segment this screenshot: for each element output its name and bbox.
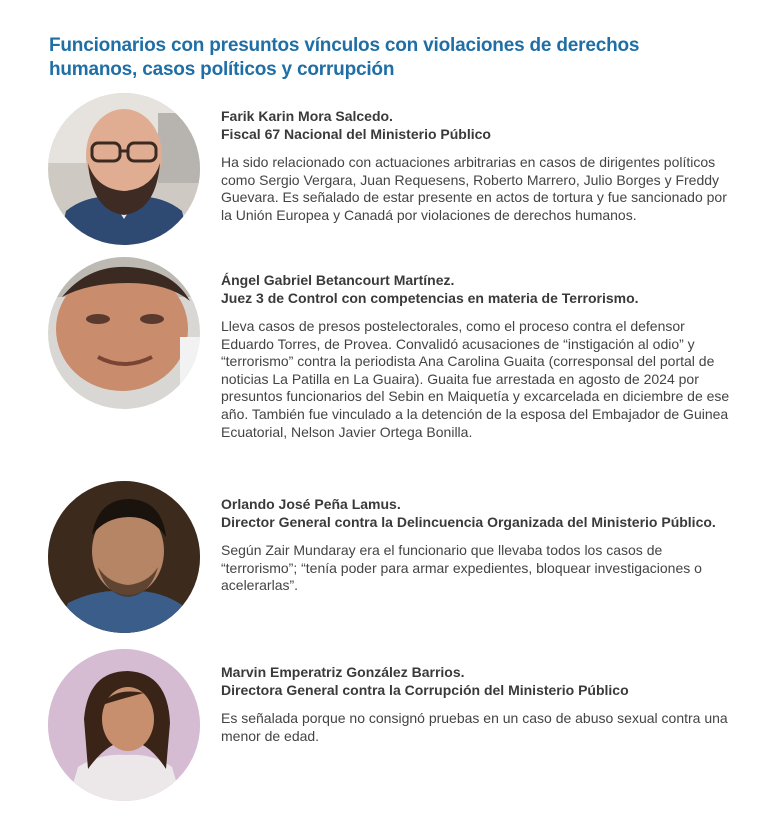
official-info: [221, 107, 731, 224]
official-info: [221, 663, 731, 745]
page-title: Funcionarios con presuntos vínculos con violaciones de derechos humanos, casos políticos y corrupción: [49, 35, 640, 80]
official-role: Directora General contra la Corrupción del Ministerio Público: [221, 682, 629, 698]
official-description: Según Zair Mundaray era el funcionario que llevaba todos los casos de “terrorismo”; “tenía poder para armar expedientes, bloquear investigaciones o acelerarlas”.: [221, 542, 702, 594]
official-description: Lleva casos de presos postelectorales, como el proceso contra el defensor Eduardo Torres, de Provea. Convalidó acusaciones de “instigación al odio” y “terrorismo” contra la periodista Ana Carolina Guaita (corresponsal del portal de noticias La Patilla en La Guaira). Guaita fue arrestada en agosto de 2024 por presuntos funcionarios del Sebin en Maiquetía y excarcelada en diciembre de ese año. También fue vinculado a la detención de la esposa del Embajador de Guinea Ecuatorial, Nelson Javier Ortega Bonilla.: [221, 318, 730, 440]
official-photo: [48, 481, 200, 633]
official-role: Director General contra la Delincuencia Organizada del Ministerio Público.: [221, 514, 716, 530]
official-info: [221, 495, 731, 595]
official-role: Juez 3 de Control con competencias en materia de Terrorismo.: [221, 290, 639, 306]
official-photo: [48, 649, 200, 801]
official-name: Marvin Emperatriz González Barrios.: [221, 664, 465, 680]
official-name: Ángel Gabriel Betancourt Martínez.: [221, 272, 455, 288]
official-description: Ha sido relacionado con actuaciones arbitrarias en casos de dirigentes políticos como Sergio Vergara, Juan Requesens, Roberto Marrero, Julio Borges y Freddy Guevara. Es señalado de estar presente en actos de tortura y fue sancionado por la Unión Europea y Canadá por violaciones de derechos humanos.: [221, 154, 727, 223]
official-description: Es señalada porque no consignó pruebas en un caso de abuso sexual contra una menor de edad.: [221, 710, 728, 744]
official-photo: [48, 257, 200, 409]
official-role: Fiscal 67 Nacional del Ministerio Público: [221, 126, 491, 142]
official-name: Orlando José Peña Lamus.: [221, 496, 401, 512]
official-photo: [48, 93, 200, 245]
official-name: Farik Karin Mora Salcedo.: [221, 108, 393, 124]
official-info: [221, 271, 731, 441]
